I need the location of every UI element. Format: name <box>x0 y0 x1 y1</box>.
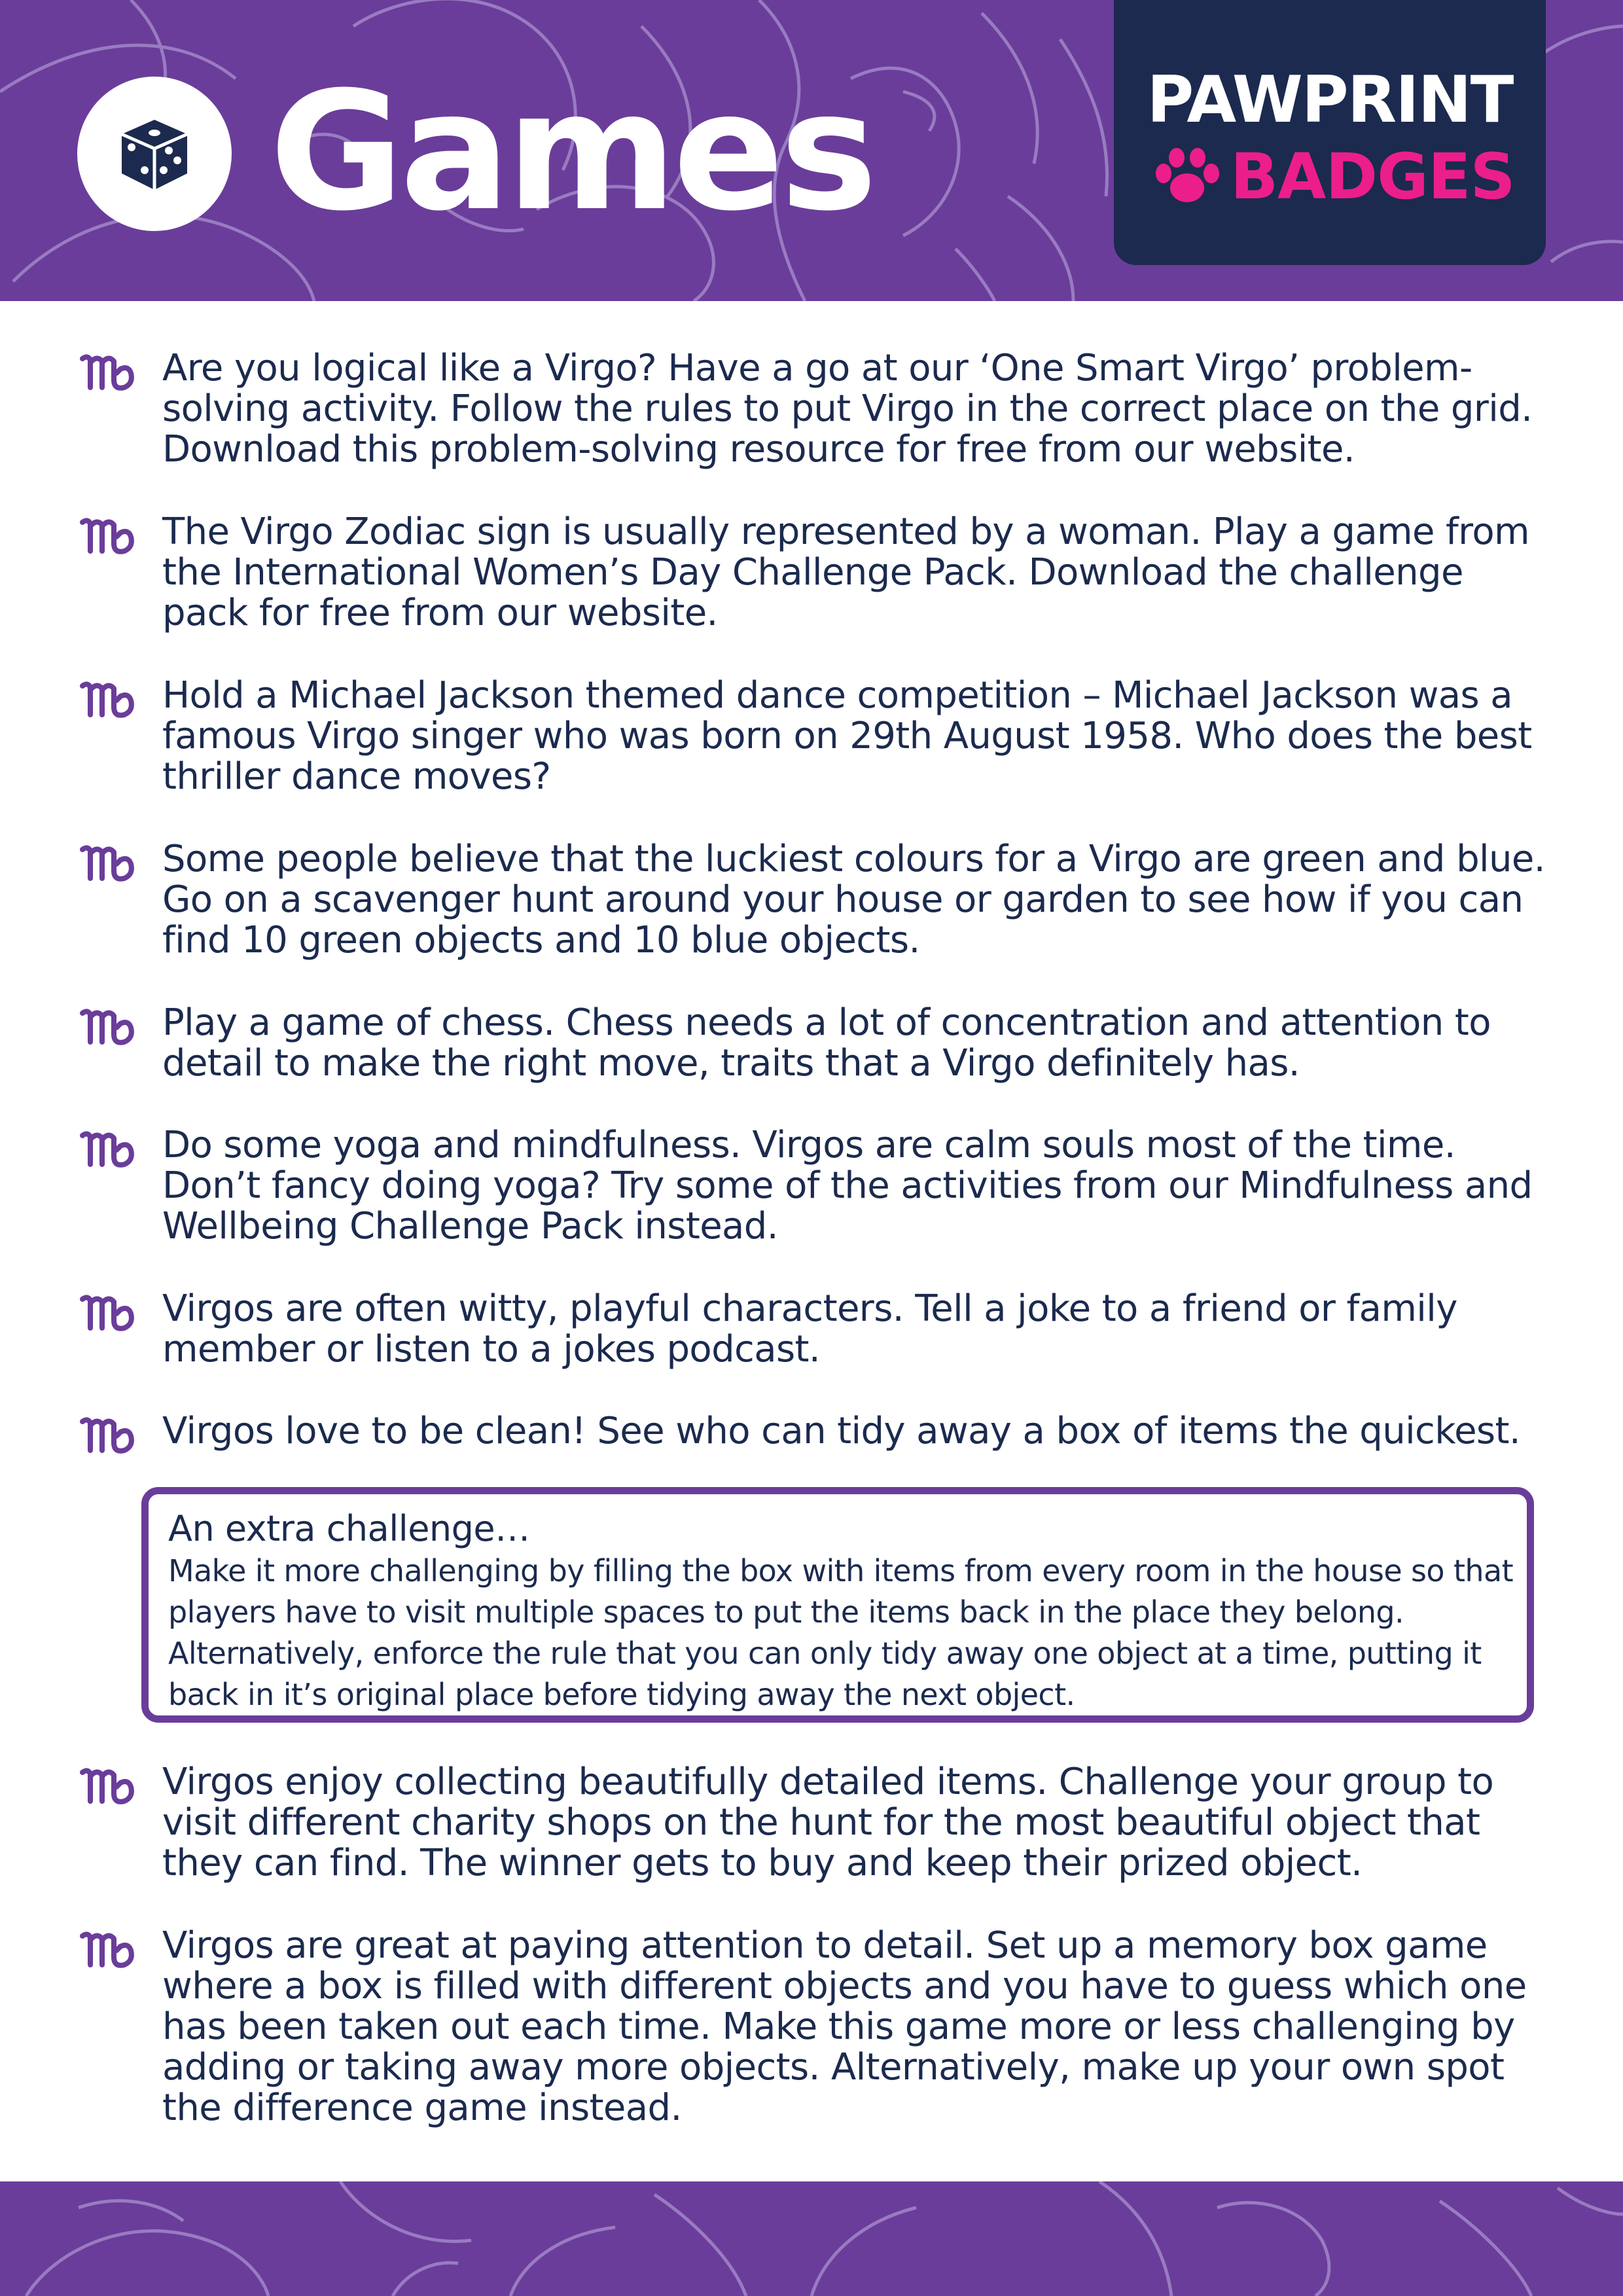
extra-challenge-box <box>141 1487 1534 1723</box>
dice-icon <box>109 108 200 200</box>
virgo-symbol-icon <box>80 1294 136 1335</box>
logo-text-badges: BADGES <box>1230 140 1515 213</box>
paw-icon <box>1153 146 1222 208</box>
dice-icon-badge <box>77 77 232 231</box>
logo-text-badges-row <box>1153 141 1520 213</box>
page-title: Games <box>270 56 874 247</box>
list-item-text: Are you logical like a Virgo? Have a go at our ‘One Smart Virgo’ problem-solving activity. Follow the rules to put Virgo in the correct place on the grid. Download this problem-solving resource for free from our website. <box>162 347 1533 471</box>
list-item-text: Some people believe that the luckiest colours for a Virgo are green and blue. Go on a scavenger hunt around your house or garden to see how if you can find 10 green objects and 10 blue objects. <box>162 838 1545 961</box>
header-banner <box>0 0 1623 301</box>
virgo-symbol-icon <box>80 1008 136 1049</box>
virgo-symbol-icon <box>80 1130 136 1171</box>
extra-challenge-text: Make it more challenging by filling the box with items from every room in the house so that players have to visit multiple spaces to put the items back in the place they belong. Alternatively, enforce the rule that you can only tidy away one object at a time, putting it back in it’s original place before tidying away the next object. <box>168 1553 1513 1712</box>
virgo-symbol-icon <box>80 1931 136 1971</box>
zodiac-line-pattern <box>0 2181 1623 2296</box>
logo-text-pawprint: PAWPRINT <box>1147 63 1513 137</box>
list-item-text: Virgos are great at paying attention to detail. Set up a memory box game where a box is filled with different objects and you have to guess which one has been taken out each time. Make this game more or less challenging by adding or taking away more objects. Alternatively, make up your own spot the difference game instead. <box>162 1924 1527 2129</box>
list-item-text: The Virgo Zodiac sign is usually represented by a woman. Play a game from the International Women’s Day Challenge Pack. Download the challenge pack for free from our website. <box>162 511 1529 634</box>
list-item-text: Do some yoga and mindfulness. Virgos are calm souls most of the time. Don’t fancy doing yoga? Try some of the activities from our Mindfulness and Wellbeing Challenge Pack instead. <box>162 1124 1533 1247</box>
virgo-symbol-icon <box>80 517 136 558</box>
list-item-text: Virgos love to be clean! See who can tidy away a box of items the quickest. <box>162 1410 1521 1452</box>
extra-challenge-heading: An extra challenge… <box>168 1508 530 1549</box>
virgo-symbol-icon <box>80 1767 136 1808</box>
pawprint-badges-logo <box>1114 0 1546 265</box>
virgo-symbol-icon <box>80 1416 136 1457</box>
virgo-symbol-icon <box>80 353 136 394</box>
list-item-text: Play a game of chess. Chess needs a lot of concentration and attention to detail to make the right move, traits that a Virgo definitely has. <box>162 1001 1491 1085</box>
list-item-text: Virgos are often witty, playful characters. Tell a joke to a friend or family member or listen to a jokes podcast. <box>162 1287 1457 1371</box>
virgo-symbol-icon <box>80 681 136 721</box>
list-item-text: Virgos enjoy collecting beautifully detailed items. Challenge your group to visit different charity shops on the hunt for the most beautiful object that they can find. The winner gets to buy and keep their prized object. <box>162 1761 1494 1884</box>
footer-banner <box>0 2181 1623 2296</box>
list-item-text: Hold a Michael Jackson themed dance competition – Michael Jackson was a famous Virgo singer who was born on 29th August 1958. Who does the best thriller dance moves? <box>162 674 1532 798</box>
virgo-symbol-icon <box>80 844 136 885</box>
